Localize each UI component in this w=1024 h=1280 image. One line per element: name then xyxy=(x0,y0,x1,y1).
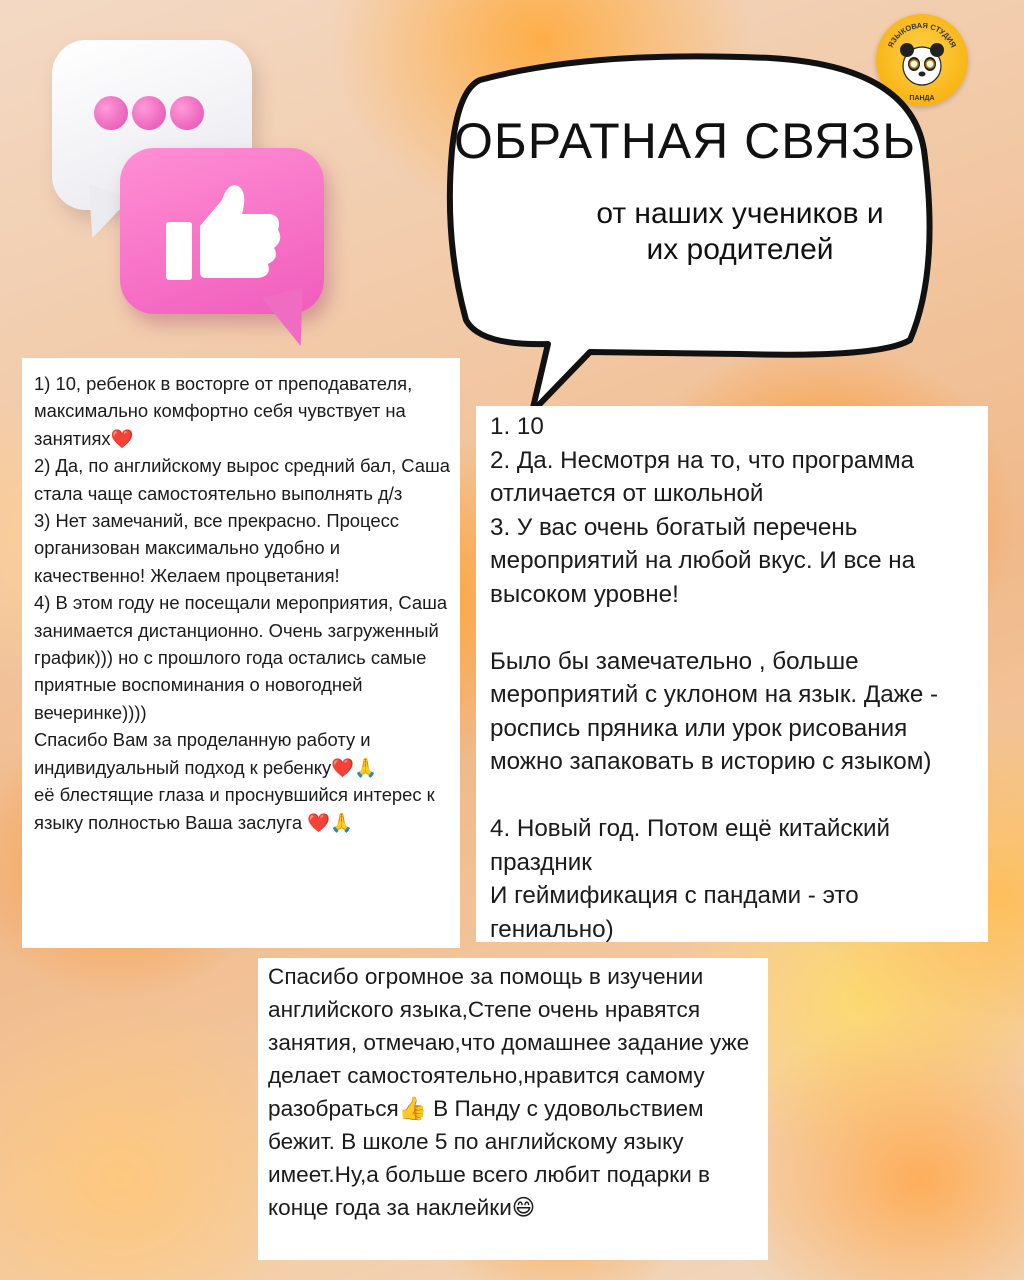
typing-dot xyxy=(170,96,204,130)
thumbs-up-icon xyxy=(164,170,284,290)
chat-like-illustration xyxy=(40,30,340,350)
review-card: 1. 10 2. Да. Несмотря на то, что программа отличается от школьной 3. У вас очень богатый перечень мероприятий на любой вкус. И все на высоком уровне! Было бы замечательно , больше мероприятий с уклоном на язык. Даже - роспись пряника или урок рисования можно запаковать в историю с языком) 4. Новый год. Потом ещё китайский праздник И геймификация с пандами - это гениально) xyxy=(476,406,988,942)
review-card: 1) 10, ребенок в восторге от преподавателя, максимально комфортно себя чувствует на занятиях❤️ 2) Да, по английскому вырос средний бал, Саша стала чаще самостоятельно выполнять д/з 3) Нет замечаний, все прекрасно. Процесс организован максимально удобно и качественно! Желаем процветания! 4) В этом году не посещали мероприятия, Саша занимается дистанционно. Очень загруженный график))) но с прошлого года остались самые приятные воспоминания о новогодней вечеринке)))) Спасибо Вам за проделанную работу и индивидуальный подход к ребенку❤️🙏 её блестящие глаза и проснувшийся интерес к языку полностью Ваша заслуга ❤️🙏 xyxy=(22,358,460,948)
review-card: Спасибо огромное за помощь в изучении английского языка,Степе очень нравятся занятия, отмечаю,что домашнее задание уже делает самостоятельно,нравится самому разобраться👍 В Панду с удовольствием бежит. В школе 5 по английскому языку имеет.Ну,а больше всего любит подарки в конце года за наклейки😄 xyxy=(258,958,768,1260)
page-title: ОБРАТНАЯ СВЯЗЬ xyxy=(454,113,917,169)
typing-dot xyxy=(94,96,128,130)
typing-dot xyxy=(132,96,166,130)
logo-bottom-text: ПАНДА xyxy=(909,95,935,102)
logo-arc-text: ЯЗЫКОВАЯ СТУДИЯ xyxy=(885,20,959,49)
page-subtitle: от наших учеников и их родителей xyxy=(596,197,884,266)
